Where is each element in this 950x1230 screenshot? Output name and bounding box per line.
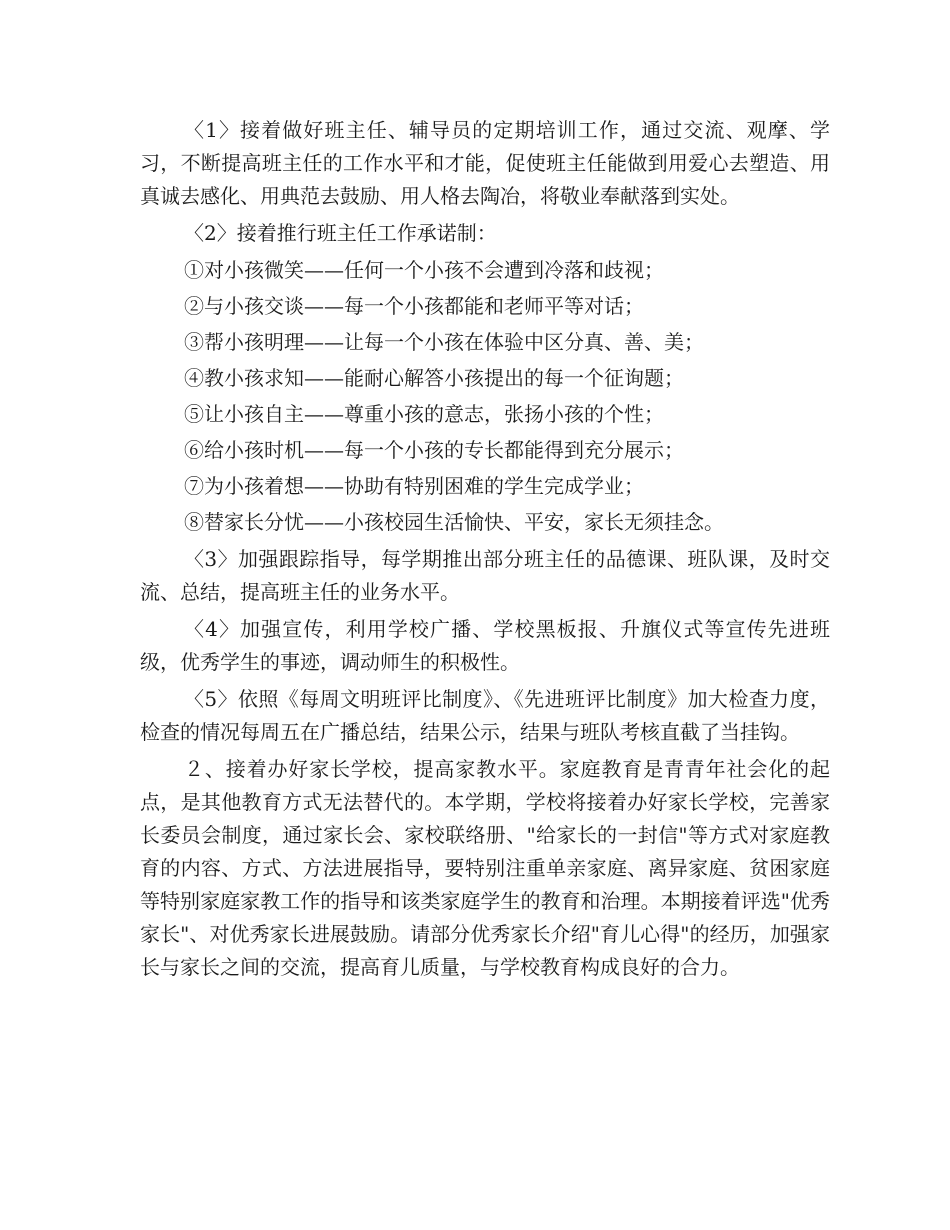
commitment-item: ⑥给小孩时机——每一个小孩的专长都能得到充分展示；	[184, 438, 684, 462]
commitment-item: ③帮小孩明理——让每一个小孩在体验中区分真、善、美；	[184, 330, 704, 354]
commitment-item: ④教小孩求知——能耐心解答小孩提出的每一个征询题；	[184, 366, 684, 390]
commitment-item: ①对小孩微笑——任何一个小孩不会遭到冷落和歧视；	[184, 258, 664, 282]
commitment-item: ②与小孩交谈——每一个小孩都能和老师平等对话；	[184, 294, 644, 318]
paragraph-parent-school: ２、接着办好家长学校，提高家教水平。家庭教育是青青年社会化的起点，是其他教育方式无法替代的。本学期，学校将接着办好家长学校，完善家长委员会制度，通过家长会、家校联络册、"给家长的一封信"等方式对家庭教育的内容、方式、方法进展指导，要特别注重单亲家庭、离异家庭、贫困家庭等特别家庭家教工作的指导和该类家庭学生的教育和治理。本期接着评选"优秀家长"、对优秀家长进展鼓励。请部分优秀家长介绍"育儿心得"的经历，加强家长与家长之间的交流，提高育儿质量，与学校教育构成良好的合力。	[140, 757, 830, 979]
paragraph-training: 〈1〉接着做好班主任、辅导员的定期培训工作，通过交流、观摩、学习，不断提高班主任的工作水平和才能，促使班主任能做到用爱心去塑造、用真诚去感化、用典范去鼓励、用人格去陶冶，将敬业奉献落到实处。	[140, 118, 830, 208]
paragraph-commitment-intro: 〈2〉接着推行班主任工作承诺制：	[184, 221, 497, 245]
commitment-item: ⑤让小孩自主——尊重小孩的意志，张扬小孩的个性；	[184, 402, 664, 426]
paragraph-evaluation: 〈5〉依照《每周文明班评比制度》、《先进班评比制度》加大检查力度，检查的情况每周五在广播总结，结果公示，结果与班队考核直截了当挂钩。	[140, 687, 830, 744]
paragraph-publicity: 〈4〉加强宣传，利用学校广播、学校黑板报、升旗仪式等宣传先进班级，优秀学生的事迹，调动师生的积极性。	[140, 617, 830, 674]
document-page	[140, 114, 830, 984]
commitment-item: ⑦为小孩着想——协助有特别困难的学生完成学业；	[184, 474, 644, 498]
paragraph-guidance: 〈3〉加强跟踪指导，每学期推出部分班主任的品德课、班队课，及时交流、总结，提高班主任的业务水平。	[140, 547, 830, 604]
commitment-item: ⑧替家长分忧——小孩校园生活愉快、平安，家长无须挂念。	[184, 510, 724, 534]
